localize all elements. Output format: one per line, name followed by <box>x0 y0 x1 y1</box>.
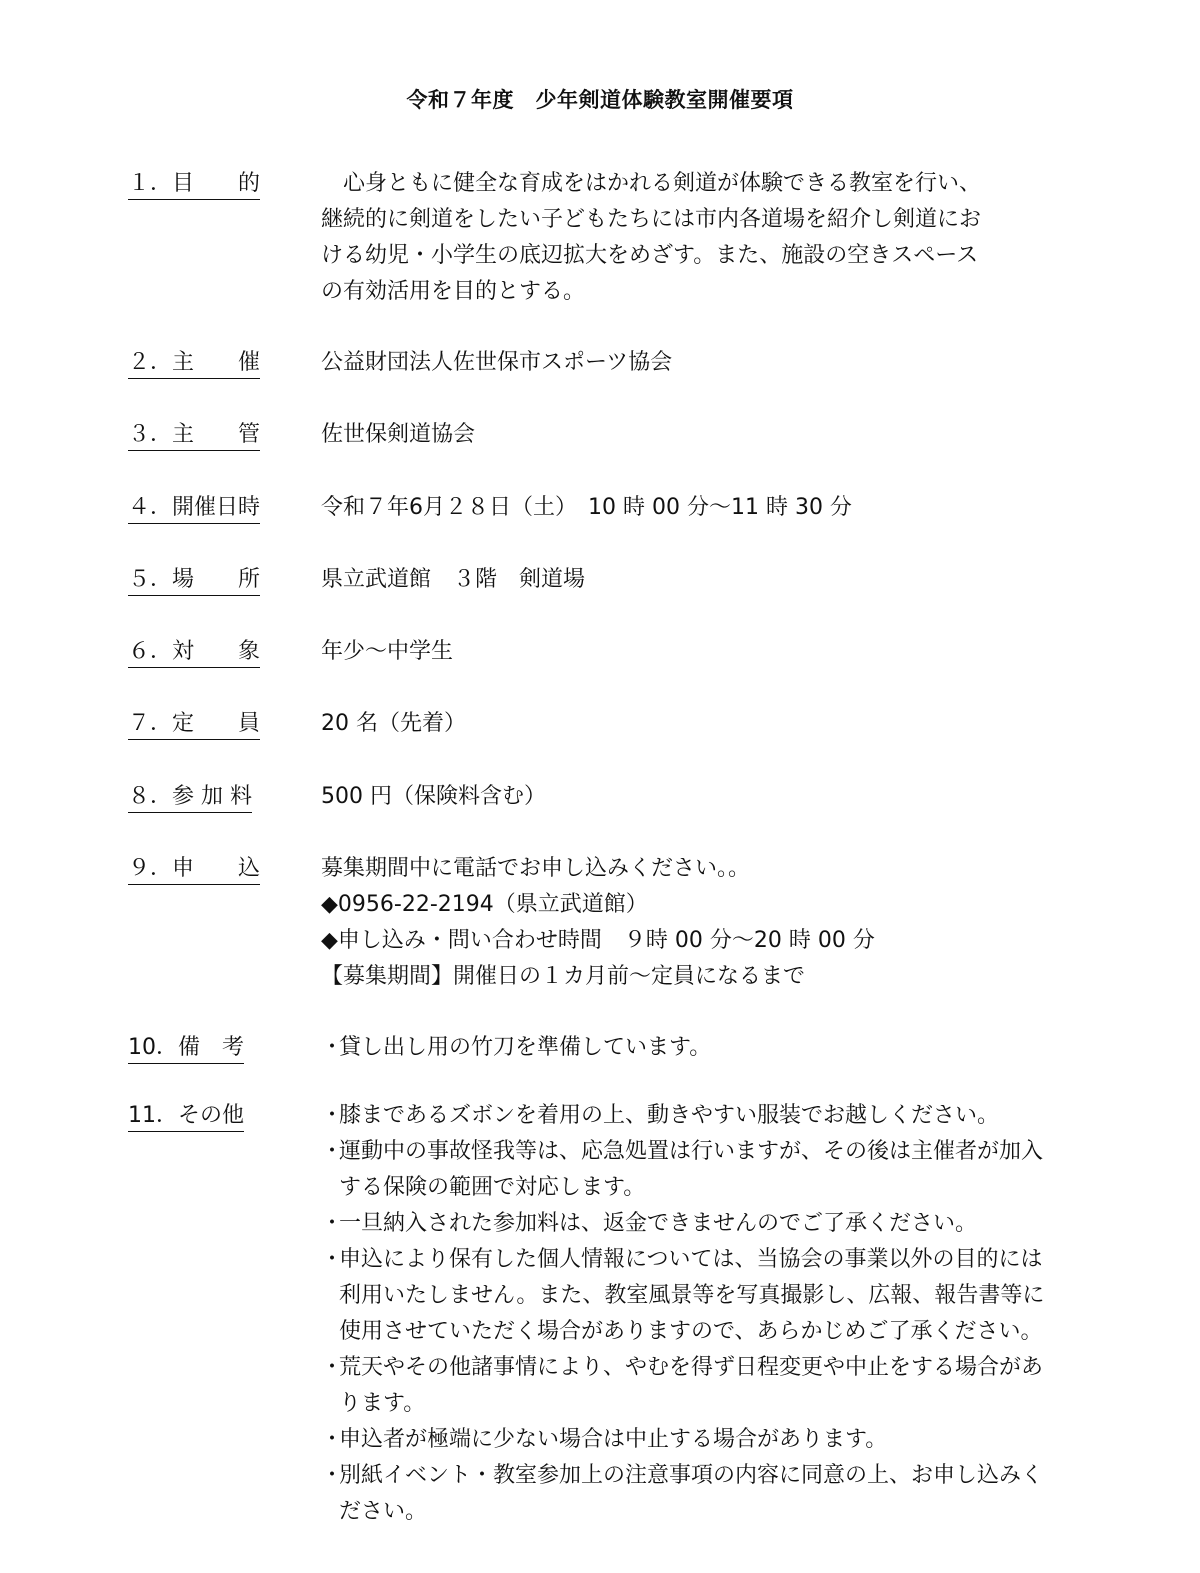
section-label: ６．対 象 <box>128 634 278 670</box>
section-label: 11．その他 <box>128 1098 278 1134</box>
section-content <box>321 1098 1121 1530</box>
section-content <box>321 634 1121 670</box>
organizer-text: 公益財団法人佐世保市スポーツ協会 <box>321 350 673 375</box>
list-item: ・ 荒天やその他諸事情により、やむを得ず日程変更や中止をする場合があ <box>321 1355 1044 1380</box>
list-item-continuation: ります。 <box>339 1391 426 1416</box>
section-content <box>321 490 1121 526</box>
section-content <box>321 706 1121 742</box>
recruitment-period: 【募集期間】開催日の１カ月前～定員になるまで <box>321 964 806 989</box>
target-text: 年少～中学生 <box>321 639 454 664</box>
purpose-line: の有効活用を目的とする。 <box>321 279 586 304</box>
management-text: 佐世保剣道協会 <box>321 422 476 447</box>
section-content <box>321 562 1121 598</box>
section-label: ８．参 加 料 <box>128 779 278 815</box>
list-item-continuation: ださい。 <box>339 1499 428 1524</box>
section-content <box>321 166 1121 310</box>
purpose-line: 心身ともに健全な育成をはかれる剣道が体験できる教室を行い、 <box>321 171 982 196</box>
venue-text: 県立武道館 ３階 剣道場 <box>321 567 586 592</box>
section-label: ４．開催日時 <box>128 490 278 526</box>
application-line: 募集期間中に電話でお申し込みください。。 <box>321 856 751 881</box>
section-label: １．目 的 <box>128 166 278 202</box>
section-content <box>321 779 1121 815</box>
section-content <box>321 1030 1121 1066</box>
section-content <box>321 345 1121 381</box>
section-content <box>321 417 1121 453</box>
section-label: ７．定 員 <box>128 706 278 742</box>
document-title: 令和７年度 少年剣道体験教室開催要項 <box>406 88 794 112</box>
list-item: ・ 一旦納入された参加料は、返金できませんのでご了承ください。 <box>321 1211 978 1236</box>
list-item: ・ 貸し出し用の竹刀を準備しています。 <box>321 1035 712 1060</box>
list-item: ・ 申込者が極端に少ない場合は中止する場合があります。 <box>321 1427 888 1452</box>
fee-text: 500 円（保険料含む） <box>321 784 546 809</box>
list-item: ・ 膝まであるズボンを着用の上、動きやすい服装でお越しください。 <box>321 1103 1000 1128</box>
capacity-text: 20 名（先着） <box>321 711 466 736</box>
phone-number: ◆0956-22-2194（県立武道館） <box>321 892 648 917</box>
datetime-text: 令和７年6月２８日（土） 10 時 00 分～11 時 30 分 <box>321 495 852 520</box>
section-label: ９．申 込 <box>128 851 278 887</box>
list-item-continuation: 使用させていただく場合がありますので、あらかじめご了承ください。 <box>339 1319 1043 1344</box>
list-item: ・ 別紙イベント・教室参加上の注意事項の内容に同意の上、お申し込みく <box>321 1463 1044 1488</box>
list-item-continuation: 利用いたしません。また、教室風景等を写真撮影し、広報、報告書等に <box>339 1283 1045 1308</box>
section-label: ５．場 所 <box>128 562 278 598</box>
list-item-continuation: する保険の範囲で対応します。 <box>339 1175 646 1200</box>
inquiry-hours: ◆申し込み・問い合わせ時間 ９時 00 分～20 時 00 分 <box>321 928 875 953</box>
section-label: ３．主 管 <box>128 417 278 453</box>
purpose-line: ける幼児・小学生の底辺拡大をめざす。また、施設の空きスペース <box>321 243 979 268</box>
section-label: 10．備 考 <box>128 1030 278 1066</box>
purpose-line: 継続的に剣道をしたい子どもたちには市内各道場を紹介し剣道にお <box>321 207 982 232</box>
list-item: ・ 申込により保有した個人情報については、当協会の事業以外の目的には <box>321 1247 1043 1272</box>
list-item: ・ 運動中の事故怪我等は、応急処置は行いますが、その後は主催者が加入 <box>321 1139 1044 1164</box>
section-label: ２．主 催 <box>128 345 278 381</box>
section-content <box>321 851 1121 995</box>
